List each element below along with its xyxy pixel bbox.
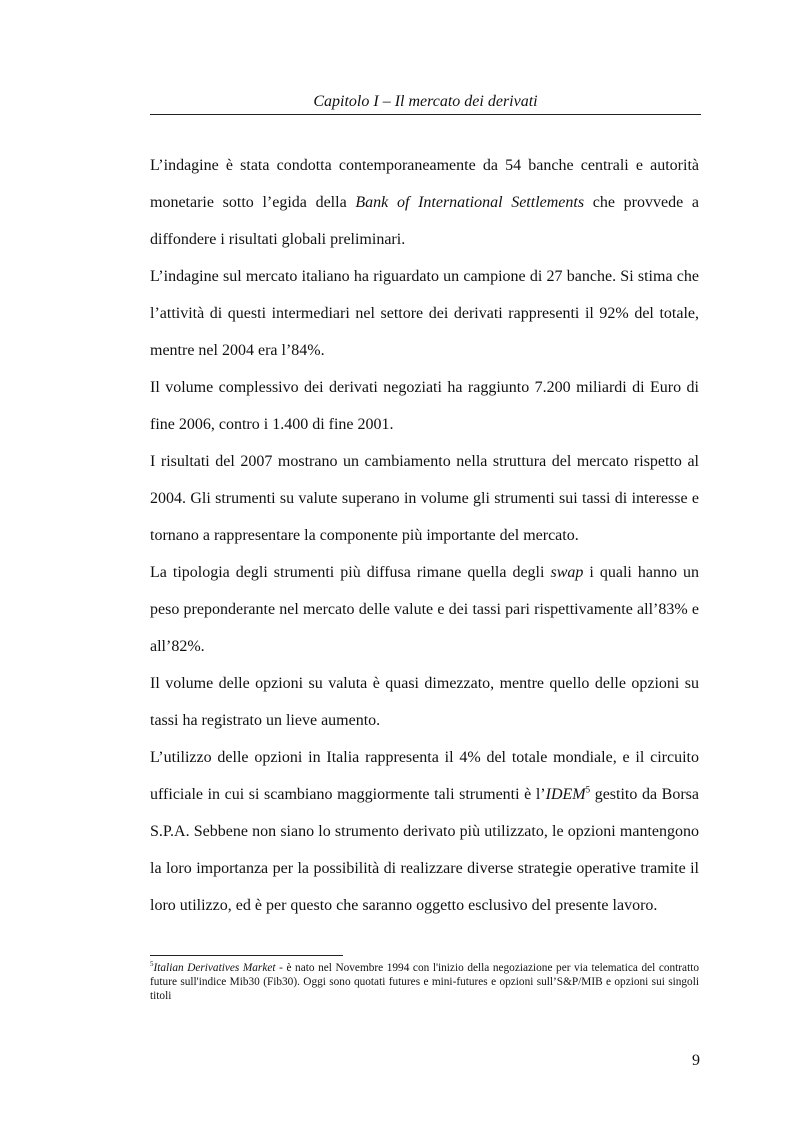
paragraph: Il volume delle opzioni su valuta è quasi dimezzato, mentre quello delle opzioni su tassi ha registrato un lieve aumento. (150, 675, 699, 729)
emphasis: Bank of International Settlements (355, 194, 585, 211)
footnote-separator (150, 955, 343, 956)
page-number: 9 (692, 1052, 700, 1069)
footnote-reference[interactable]: 5 (585, 784, 591, 795)
paragraph: L’indagine è stata condotta contemporaneamente da 54 banche centrali e autorità monetarie sotto l’egida della Bank of International Settlements che provvede a diffondere i risultati globali preliminari. (150, 157, 699, 248)
emphasis: IDEM (545, 786, 586, 803)
running-header: Capitolo I – Il mercato dei derivati (313, 93, 538, 110)
paragraph: L’indagine sul mercato italiano ha riguardato un campione di 27 banche. Si stima che l’attività di questi intermediari nel settore dei derivati rappresenti il 92% del totale, mentre nel 2004 era l’84%. (150, 268, 699, 359)
paragraph: La tipologia degli strumenti più diffusa rimane quella degli swap i quali hanno un peso preponderante nel mercato delle valute e dei tassi pari rispettivamente all’83% e all’82%. (150, 564, 699, 655)
footnote-text: - è nato nel Novembre 1994 con l'inizio della negoziazione per via telematica del contratto future sull'indice Mib30 (Fib30). Oggi sono quotati futures e mini-futures e opzioni sull’S&P/MIB e opzioni sui singoli titoli (150, 962, 699, 1002)
paragraph: I risultati del 2007 mostrano un cambiamento nella struttura del mercato rispetto al 2004. Gli strumenti su valute superano in volume gli strumenti sui tassi di interesse e tornano a rappresentare la componente più importante del mercato. (150, 453, 699, 544)
footnote-term: Italian Derivatives Market (153, 962, 276, 974)
paragraph: L’utilizzo delle opzioni in Italia rappresenta il 4% del totale mondiale, e il circuito ufficiale in cui si scambiano maggiormente tali strumenti è l’IDEM$^5$ gestito da Borsa S.P.A. Sebbene non siano lo strumento derivato più utilizzato, le opzioni mantengono la loro importanza per la possibilità di realizzare diverse strategie operative tramite il loro utilizzo, ed è per questo che saranno oggetto esclusivo del presente lavoro. (150, 749, 699, 914)
emphasis: swap (550, 564, 584, 581)
body-text (150, 147, 699, 924)
footnote (150, 961, 699, 1003)
paragraph: Il volume complessivo dei derivati negoziati ha raggiunto 7.200 miliardi di Euro di fine 2006, contro i 1.400 di fine 2001. (150, 379, 699, 433)
header-rule (150, 114, 701, 115)
footnote-number: 5 (150, 960, 154, 969)
